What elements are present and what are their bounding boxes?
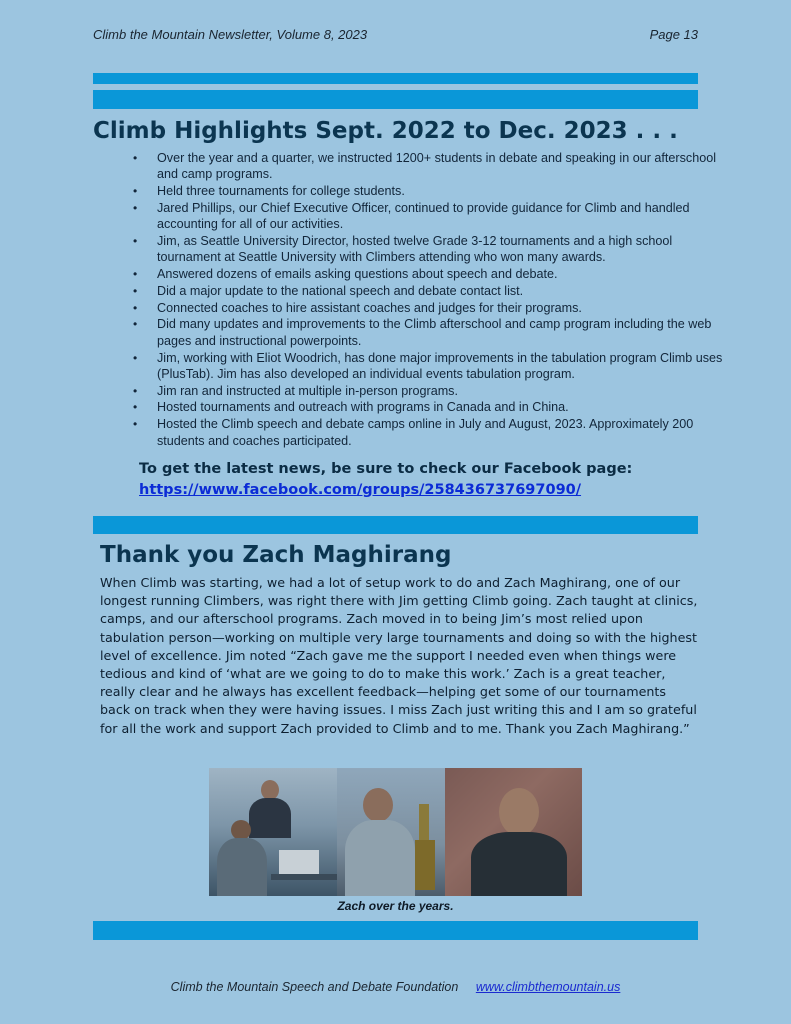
list-item: • Connected coaches to hire assistant coaches and judges for their programs.	[157, 300, 737, 316]
list-item: • Answered dozens of emails asking questions about speech and debate.	[157, 266, 737, 282]
photo-zach-tabulating	[209, 768, 337, 896]
list-item: • Jim, as Seattle University Director, hosted twelve Grade 3-12 tournaments and a high school tournament at Seattle University with Climbers attending who won many awards.	[157, 233, 737, 266]
footer-org: Climb the Mountain Speech and Debate Foundation	[170, 980, 459, 994]
list-item: • Hosted tournaments and outreach with programs in Canada and in China.	[157, 399, 737, 415]
photo-zach-portrait	[445, 768, 582, 896]
highlights-heading: Climb Highlights Sept. 2022 to Dec. 2023 . . .	[93, 118, 678, 144]
photo-zach-trophy	[337, 768, 445, 896]
highlights-list	[133, 150, 737, 449]
newsletter-title: Climb the Mountain Newsletter, Volume 8, 2023	[93, 27, 368, 42]
footer-website-link[interactable]: www.climbthemountain.us	[475, 980, 621, 994]
list-item: • Jared Phillips, our Chief Executive Officer, continued to provide guidance for Climb and handled accounting for all of our activities.	[157, 200, 737, 233]
list-item: • Did many updates and improvements to the Climb afterschool and camp program including the web pages and instructional powerpoints.	[157, 316, 737, 349]
thanks-heading: Thank you Zach Maghirang	[100, 542, 452, 568]
divider-bar	[93, 921, 698, 940]
list-item: • Jim, working with Eliot Woodrich, has done major improvements in the tabulation program Climb uses (PlusTab). Jim has also developed an individual events tabulation program.	[157, 350, 737, 383]
list-item: • Did a major update to the national speech and debate contact list.	[157, 283, 737, 299]
divider-bar	[93, 516, 698, 534]
facebook-link[interactable]: https://www.facebook.com/groups/258436737697090/	[139, 482, 582, 498]
list-item: • Held three tournaments for college students.	[157, 183, 737, 199]
divider-bar	[93, 73, 698, 84]
footer	[0, 980, 791, 994]
list-item: • Jim ran and instructed at multiple in-person programs.	[157, 383, 737, 399]
list-item: • Hosted the Climb speech and debate camps online in July and August, 2023. Approximately 200 students and coaches participated.	[157, 416, 737, 449]
facebook-note: To get the latest news, be sure to check our Facebook page:	[139, 461, 633, 477]
thanks-paragraph: When Climb was starting, we had a lot of setup work to do and Zach Maghirang, one of our longest running Climbers, was right there with Jim getting Climb going. Zach taught at clinics, camps, and our afterschool programs. Zach moved in to being Jim’s most relied upon tabulation person—working on multiple very large tournaments and doing so with the highest level of excellence. Jim noted “Zach gave me the support I needed even when things were tedious and kind of ‘what are we going to do to make this work.’ Zach is a great teacher, really clear and he always has excellent feedback—helping get some of our tournaments back on track when they were having issues. I miss Zach just writing this and I am so grateful for all the work and support Zach provided to Climb and to me. Thank you Zach Maghirang.”	[100, 575, 698, 736]
photo-caption: Zach over the years.	[337, 899, 454, 913]
page-number: Page 13	[649, 27, 698, 42]
photo-collage	[209, 768, 582, 896]
list-item: • Over the year and a quarter, we instructed 1200+ students in debate and speaking in our afterschool and camp programs.	[157, 150, 737, 183]
divider-bar	[93, 90, 698, 109]
